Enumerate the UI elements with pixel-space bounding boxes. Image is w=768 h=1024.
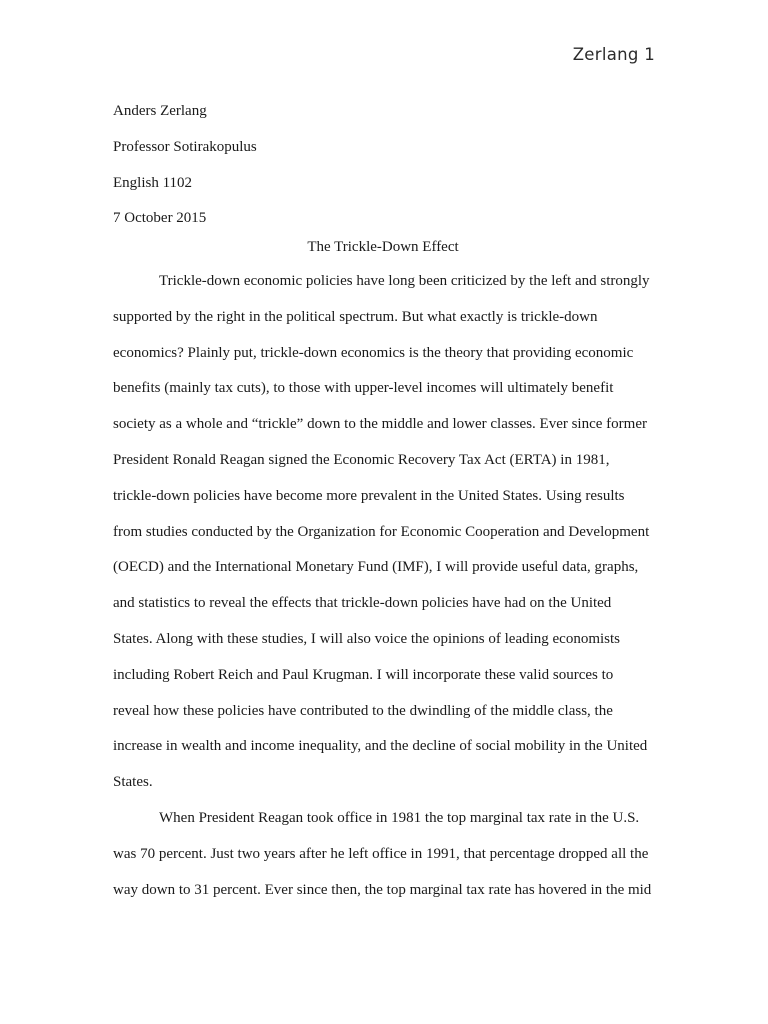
text-line: and statistics to reveal the effects that trickle-down policies have had on the United: [113, 595, 612, 612]
paper-date: 7 October 2015: [113, 210, 207, 227]
paragraph-1: [113, 264, 657, 801]
text-line: trickle-down policies have become more prevalent in the United States. Using results: [113, 487, 625, 504]
text-line: When President Reagan took office in 1981 the top marginal tax rate in the U.S.: [159, 809, 640, 826]
text-line: States.: [113, 774, 153, 791]
text-line: reveal how these policies have contributed to the dwindling of the middle class, the: [113, 702, 613, 719]
paper-title: The Trickle-Down Effect: [307, 239, 459, 255]
text-line: (OECD) and the International Monetary Fund (IMF), I will provide useful data, graphs,: [113, 559, 639, 576]
course-name: English 1102: [113, 174, 193, 191]
text-line: Trickle-down economic policies have long been criticized by the left and strongly: [159, 273, 650, 289]
text-line: increase in wealth and income inequality, and the decline of social mobility in the United: [113, 738, 648, 755]
professor-name: Professor Sotirakopulus: [113, 138, 257, 155]
text-line: economics? Plainly put, trickle-down economics is the theory that providing economic: [113, 344, 634, 361]
paragraph-2: [113, 801, 657, 908]
text-line: including Robert Reich and Paul Krugman. I will incorporate these valid sources to: [113, 666, 614, 683]
mla-heading: [113, 94, 653, 237]
text-line: was 70 percent. Just two years after he left office in 1991, that percentage dropped all the: [113, 845, 649, 862]
text-line: President Ronald Reagan signed the Economic Recovery Tax Act (ERTA) in 1981,: [113, 451, 610, 468]
text-line: way down to 31 percent. Ever since then, the top marginal tax rate has hovered in the mid: [113, 881, 652, 898]
body-text: [113, 264, 657, 908]
author-name: Anders Zerlang: [113, 103, 207, 119]
text-line: from studies conducted by the Organization for Economic Cooperation and Development: [113, 523, 650, 540]
text-line: benefits (mainly tax cuts), to those with upper-level incomes will ultimately benefit: [113, 380, 614, 397]
text-line: States. Along with these studies, I will also voice the opinions of leading economists: [113, 630, 621, 647]
text-line: society as a whole and “trickle” down to the middle and lower classes. Ever since former: [113, 416, 647, 433]
running-head: Zerlang 1: [572, 45, 655, 64]
text-line: supported by the right in the political spectrum. But what exactly is trickle-down: [113, 308, 598, 325]
